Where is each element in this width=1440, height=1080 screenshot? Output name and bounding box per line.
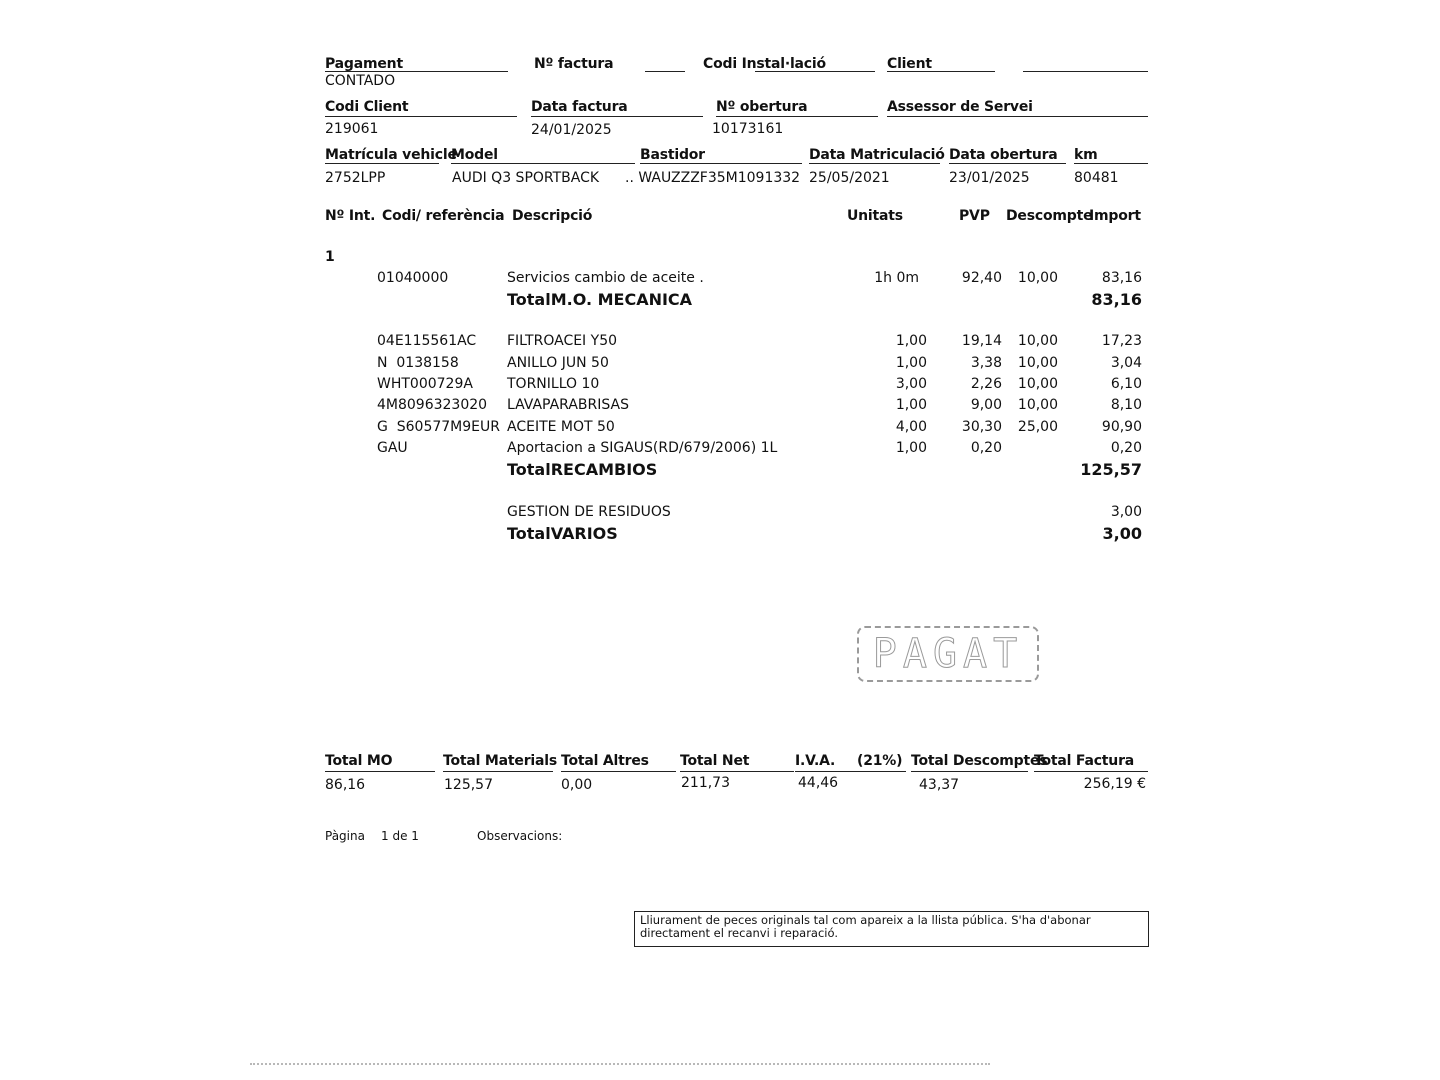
total-net-label: Total Net [680, 753, 750, 769]
bastidor-underline [640, 163, 802, 164]
data-factura-label: Data factura [531, 99, 628, 115]
line-units: 1,00 [895, 397, 927, 413]
notice-box: Lliurament de peces originals tal com apareix a la llista pública. S'ha d'abonar directament el recanvi i reparació. [634, 911, 1149, 947]
line-units: 1h 0m [874, 270, 919, 286]
client-extra-underline [1023, 71, 1148, 72]
observacions-label: Observacions: [477, 829, 563, 843]
assessor-label: Assessor de Servei [887, 99, 1033, 115]
km-value: 80481 [1074, 170, 1119, 186]
model-underline [451, 163, 635, 164]
total-descomptes-value: 43,37 [919, 777, 960, 793]
iva-label: I.V.A. [795, 753, 836, 769]
data-obertura-underline [949, 163, 1066, 164]
pagina-label: Pàgina [325, 829, 365, 843]
line-amount: 17,23 [1101, 333, 1142, 349]
pagament-label: Pagament [325, 56, 403, 72]
bastidor-label: Bastidor [640, 147, 705, 163]
col-descompte: Descompte [1006, 208, 1093, 224]
matricula-value: 2752LPP [325, 170, 386, 186]
total-factura-label: Total Factura [1034, 753, 1135, 769]
pagina-value: 1 de 1 [381, 829, 419, 843]
data-matriculacio-label: Data Matriculació [809, 147, 945, 163]
intervention-number: 1 [325, 249, 335, 265]
matricula-underline [325, 163, 439, 164]
line-amount: 6,10 [1110, 376, 1142, 392]
num-factura-underline [645, 71, 685, 72]
data-matriculacio-value: 25/05/2021 [809, 170, 890, 186]
total-altres-label: Total Altres [561, 753, 649, 769]
data-obertura-value: 23/01/2025 [949, 170, 1030, 186]
col-pvp: PVP [959, 208, 990, 224]
data-obertura-label: Data obertura [949, 147, 1058, 163]
line-pvp: 19,14 [961, 333, 1002, 349]
col-import: Import [1089, 208, 1141, 224]
codi-client-underline [325, 116, 517, 117]
pagat-stamp: PAGAT [857, 626, 1039, 682]
total-materials-value: 125,57 [444, 777, 493, 793]
client-underline [887, 71, 995, 72]
num-obertura-label: Nº obertura [716, 99, 808, 115]
km-label: km [1074, 147, 1098, 163]
line-discount: 10,00 [1017, 397, 1058, 413]
line-discount: 10,00 [1017, 355, 1058, 371]
total-mo-label: Total MO [325, 753, 393, 769]
codi-client-label: Codi Client [325, 99, 409, 115]
matricula-label: Matrícula vehicle [325, 147, 457, 163]
model-value: AUDI Q3 SPORTBACK [452, 170, 600, 186]
total-materials-underline [443, 771, 553, 772]
pagament-underline [325, 71, 508, 72]
num-obertura-value: 10173161 [712, 121, 784, 137]
total-altres-underline [561, 771, 676, 772]
line-code: WHT000729A [377, 376, 473, 392]
total-descomptes-underline [911, 771, 1028, 772]
total-mo-value: 86,16 [325, 777, 366, 793]
iva-underline [795, 771, 906, 772]
line-description: TORNILLO 10 [507, 376, 600, 392]
col-unitats: Unitats [847, 208, 903, 224]
line-amount: 3,04 [1110, 355, 1142, 371]
line-description: ACEITE MOT 50 [507, 419, 615, 435]
bastidor-value: .. WAUZZZF35M1091332 [625, 170, 801, 186]
iva-value: 44,46 [798, 775, 839, 791]
parts-total-label: TotalRECAMBIOS [507, 460, 658, 479]
model-label: Model [451, 147, 498, 163]
labor-total-value: 83,16 [1091, 290, 1142, 309]
line-pvp: 30,30 [961, 419, 1002, 435]
line-pvp: 9,00 [970, 397, 1002, 413]
line-code: 01040000 [377, 270, 449, 286]
line-amount: 83,16 [1101, 270, 1142, 286]
line-description: FILTROACEI Y50 [507, 333, 618, 349]
line-units: 3,00 [895, 376, 927, 392]
misc-total-label: TotalVARIOS [507, 524, 618, 543]
parts-total-value: 125,57 [1080, 460, 1142, 479]
line-units: 4,00 [895, 419, 927, 435]
total-mo-underline [325, 771, 435, 772]
line-pvp: 92,40 [961, 270, 1002, 286]
total-factura-underline [1034, 771, 1148, 772]
line-code: N 0138158 [377, 355, 459, 371]
line-description: GESTION DE RESIDUOS [507, 504, 671, 520]
col-codi-ref: Codi/ referència [382, 208, 505, 224]
line-units: 1,00 [895, 333, 927, 349]
pagament-value: CONTADO [325, 73, 396, 89]
data-matriculacio-underline [809, 163, 940, 164]
total-net-value: 211,73 [681, 775, 730, 791]
num-factura-label: Nº factura [534, 56, 614, 72]
line-discount: 25,00 [1017, 419, 1058, 435]
client-label: Client [887, 56, 932, 72]
num-obertura-underline [716, 116, 878, 117]
total-descomptes-label: Total Descomptes [911, 753, 1048, 769]
assessor-underline [887, 116, 1148, 117]
line-discount: 10,00 [1017, 376, 1058, 392]
labor-total-label: TotalM.O. MECANICA [507, 290, 693, 309]
line-amount: 8,10 [1110, 397, 1142, 413]
line-pvp: 3,38 [970, 355, 1002, 371]
total-materials-label: Total Materials [443, 753, 557, 769]
codi-instalacio-underline [755, 71, 875, 72]
line-code: 04E115561AC [377, 333, 477, 349]
line-description: LAVAPARABRISAS [507, 397, 629, 413]
codi-client-value: 219061 [325, 121, 379, 137]
line-description: ANILLO JUN 50 [507, 355, 609, 371]
line-code: G S60577M9EUR [377, 419, 500, 435]
line-pvp: 0,20 [970, 440, 1002, 456]
line-description: Aportacion a SIGAUS(RD/679/2006) 1L [507, 440, 778, 456]
km-underline [1074, 163, 1148, 164]
line-units: 1,00 [895, 440, 927, 456]
codi-instalacio-label: Codi Instal·lació [703, 56, 826, 72]
total-factura-value: 256,19 € [1083, 776, 1146, 792]
line-code: 4M8096323020 [377, 397, 488, 413]
iva-rate: (21%) [857, 753, 903, 769]
total-net-underline [680, 771, 794, 772]
col-num-int: Nº Int. [325, 208, 376, 224]
line-description: Servicios cambio de aceite . [507, 270, 704, 286]
col-descripcio: Descripció [512, 208, 593, 224]
misc-total-value: 3,00 [1102, 524, 1142, 543]
data-factura-underline [531, 116, 703, 117]
line-amount: 0,20 [1110, 440, 1142, 456]
line-code: GAU [377, 440, 408, 456]
line-pvp: 2,26 [970, 376, 1002, 392]
scan-artifact-line [250, 1063, 990, 1065]
line-units: 1,00 [895, 355, 927, 371]
total-altres-value: 0,00 [561, 777, 593, 793]
data-factura-value: 24/01/2025 [531, 122, 612, 138]
line-discount: 10,00 [1017, 270, 1058, 286]
line-discount: 10,00 [1017, 333, 1058, 349]
line-amount: 90,90 [1101, 419, 1142, 435]
line-amount: 3,00 [1110, 504, 1142, 520]
